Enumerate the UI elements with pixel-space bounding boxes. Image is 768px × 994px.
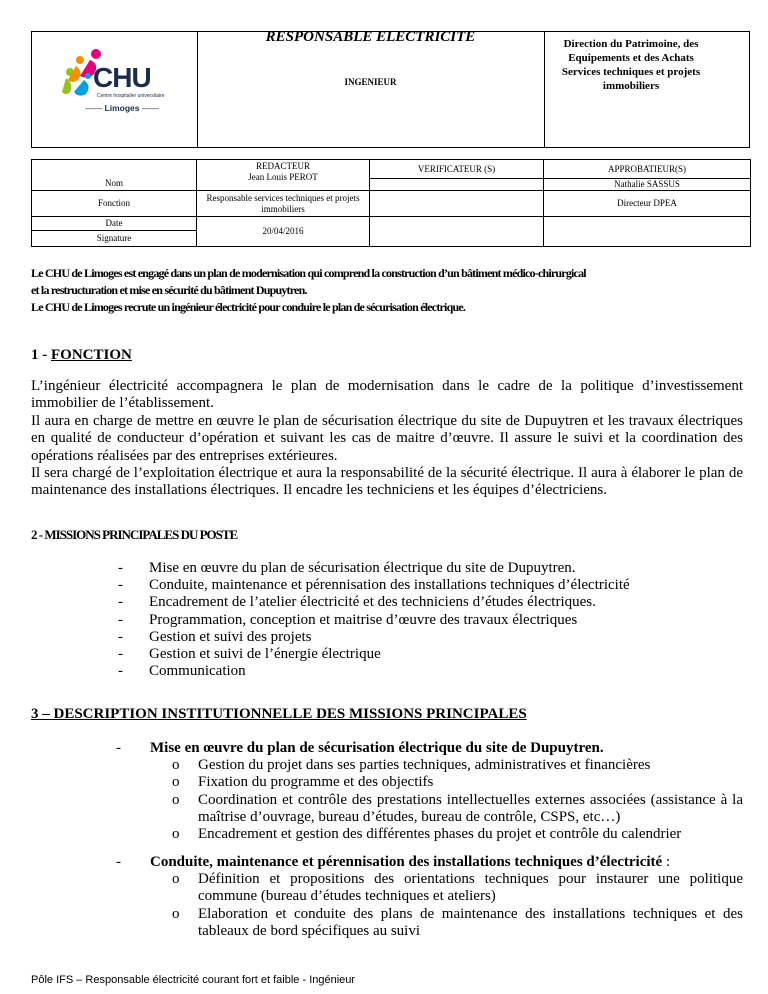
chu-limoges-logo <box>60 46 170 126</box>
list-item: - Encadrement de l’atelier électricité et des techniciens d’études électriques. <box>118 594 630 611</box>
list-item: - Communication <box>118 663 630 680</box>
list-item: - Gestion et suivi de l’énergie électrique <box>118 646 630 663</box>
verificateur-name <box>370 179 544 191</box>
list-item: o Définition et propositions des orientations techniques pour instaurer une politique commune (bureau d’études techniques et ateliers) <box>116 871 743 905</box>
header-divider <box>197 32 198 147</box>
mission-sublist <box>116 757 743 843</box>
row-label-date: Date <box>32 217 197 231</box>
row-label-signature: Signature <box>32 231 197 247</box>
list-item: - Conduite, maintenance et pérennisation des installations techniques d’électricité <box>118 577 630 594</box>
redacteur-name: Jean Louis PEROT <box>248 172 318 182</box>
job-title: RESPONSABLE ELECTRICITE <box>265 29 476 45</box>
verificateur-function <box>370 191 544 217</box>
list-item: - Mise en œuvre du plan de sécurisation électrique du site de Dupuytren. <box>118 560 630 577</box>
section-3-heading: 3 – DESCRIPTION INSTITUTIONNELLE DES MISSIONS PRINCIPALES <box>31 706 527 722</box>
mission-block <box>116 740 743 843</box>
mission-block <box>116 854 743 940</box>
logo-city: —— Limoges —— <box>85 103 159 113</box>
section-1-paragraph: Il sera chargé de l’exploitation électrique et aura la responsabilité de la sécurité électrique. Il aura à élaborer le plan de maintenance des installations électriques. Il encadre les techniciens et les équipes d’électriciens. <box>31 465 743 499</box>
section-1-paragraph: Il aura en charge de mettre en œuvre le plan de sécurisation électrique du site de Dupuytren et les travaux électriques en qualité de conducteur d’opération et suivant les cas de maitre d’œuvre. Il assure le suivi et la coordination des opérations réalisées par des entreprises extérieures. <box>31 413 743 464</box>
row-label-nom: Nom <box>32 160 197 191</box>
list-item: o Gestion du projet dans ses parties techniques, administratives et financières <box>116 757 743 774</box>
approbateur-date <box>544 217 751 247</box>
redacteur-function: Responsable services techniques et projets immobiliers <box>197 191 370 217</box>
redacteur-header: REDACTEUR <box>256 161 310 171</box>
mission-sublist <box>116 871 743 940</box>
mission-lead: - Mise en œuvre du plan de sécurisation électrique du site de Dupuytren. <box>116 740 604 756</box>
section-1-heading: 1 - FONCTION <box>31 347 132 363</box>
list-item: o Coordination et contrôle des prestations intellectuelles externes associées (assistance à la maîtrise d’ouvrage, bureau d’études, bureau de contrôle, CSPS, etc…) <box>116 792 743 826</box>
approbateur-function: Directeur DPEA <box>544 191 751 217</box>
approbateur-name: Nathalie SASSUS <box>544 179 751 191</box>
section-2-heading: 2 - MISSIONS PRINCIPALES DU POSTE <box>31 527 238 542</box>
list-item: o Fixation du programme et des objectifs <box>116 774 743 791</box>
logo-text: CHU <box>93 62 151 93</box>
missions-list <box>118 560 630 680</box>
page-footer: Pôle IFS – Responsable électricité courant fort et faible - Ingénieur <box>31 974 356 986</box>
direction-label: Direction du Patrimoine, des Equipements et des Achats Services techniques et projets immobiliers <box>561 38 701 92</box>
job-grade: INGENIEUR <box>344 77 397 87</box>
section-1-paragraph: L’ingénieur électricité accompagnera le plan de modernisation dans le cadre de la politique d’investissement immobilier de l’établissement. <box>31 378 743 412</box>
signature-table <box>31 159 751 247</box>
row-label-fonction: Fonction <box>32 191 197 217</box>
list-item: - Programmation, conception et maitrise d’œuvre des travaux électriques <box>118 612 630 629</box>
logo-subtitle: Centre hospitalier universitaire <box>97 93 165 99</box>
redacteur-cell <box>197 160 370 191</box>
verificateur-header: VERIFICATEUR (S) <box>370 160 544 179</box>
mission-lead: - Conduite, maintenance et pérennisation des installations techniques d’électricité : <box>116 854 671 870</box>
intro-text: Le CHU de Limoges est engagé dans un plan de modernisation qui comprend la construction d’un bâtiment médico-chirurgical et la restructuration et mise en sécurité du bâtiment Dupuytren. Le CHU de Limoges recrute un ingénieur électricité pour conduire le plan de sécurisation électrique. <box>31 266 586 314</box>
approbateur-header: APPROBATIEUR(S) <box>544 160 751 179</box>
list-item: o Elaboration et conduite des plans de maintenance des installations techniques et des tableaux de bord spécifiques au suivi <box>116 906 743 940</box>
verificateur-date <box>370 217 544 247</box>
list-item: - Gestion et suivi des projets <box>118 629 630 646</box>
redacteur-date: 20/04/2016 <box>197 217 370 247</box>
list-item: o Encadrement et gestion des différentes phases du projet et contrôle du calendrier <box>116 826 743 843</box>
